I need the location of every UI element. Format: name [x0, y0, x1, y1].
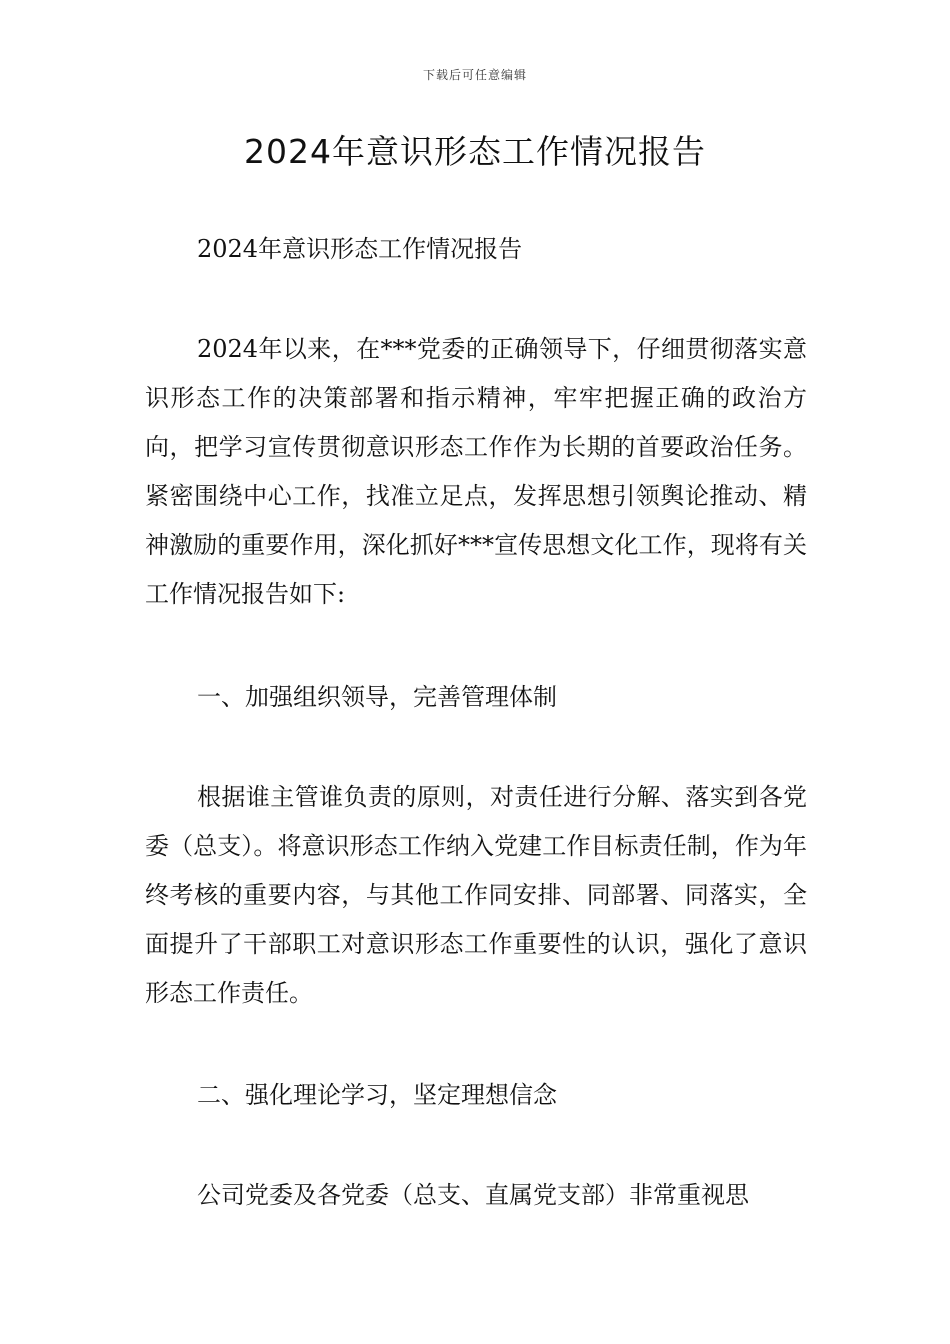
section-2-paragraph: 公司党委及各党委（总支、直属党支部）非常重视思 — [197, 1181, 749, 1209]
section-heading-2: 二、强化理论学习，坚定理想信念 — [197, 1081, 557, 1109]
intro-paragraph: 2024年以来，在***党委的正确领导下，仔细贯彻落实意识形态工作的决策部署和指示精神，牢牢把握正确的政治方向，把学习宣传贯彻意识形态工作作为长期的首要政治任务。紧密围绕中心工作，找准立足点，发挥思想引领舆论推动、精神激励的重要作用，深化抓好***宣传思想文化工作，现将有关工作情况报告如下: — [145, 335, 807, 608]
subtitle-paragraph: 2024年意识形态工作情况报告 — [197, 235, 523, 263]
section-heading-1: 一、加强组织领导，完善管理体制 — [197, 683, 557, 711]
page-title: 2024年意识形态工作情况报告 — [244, 132, 706, 171]
section-1-paragraph: 根据谁主管谁负责的原则，对责任进行分解、落实到各党委（总支）。将意识形态工作纳入党建工作目标责任制，作为年终考核的重要内容，与其他工作同安排、同部署、同落实，全面提升了干部职工对意识形态工作重要性的认识，强化了意识形态工作责任。 — [145, 783, 807, 1007]
header-note: 下载后可任意编辑 — [422, 68, 527, 82]
